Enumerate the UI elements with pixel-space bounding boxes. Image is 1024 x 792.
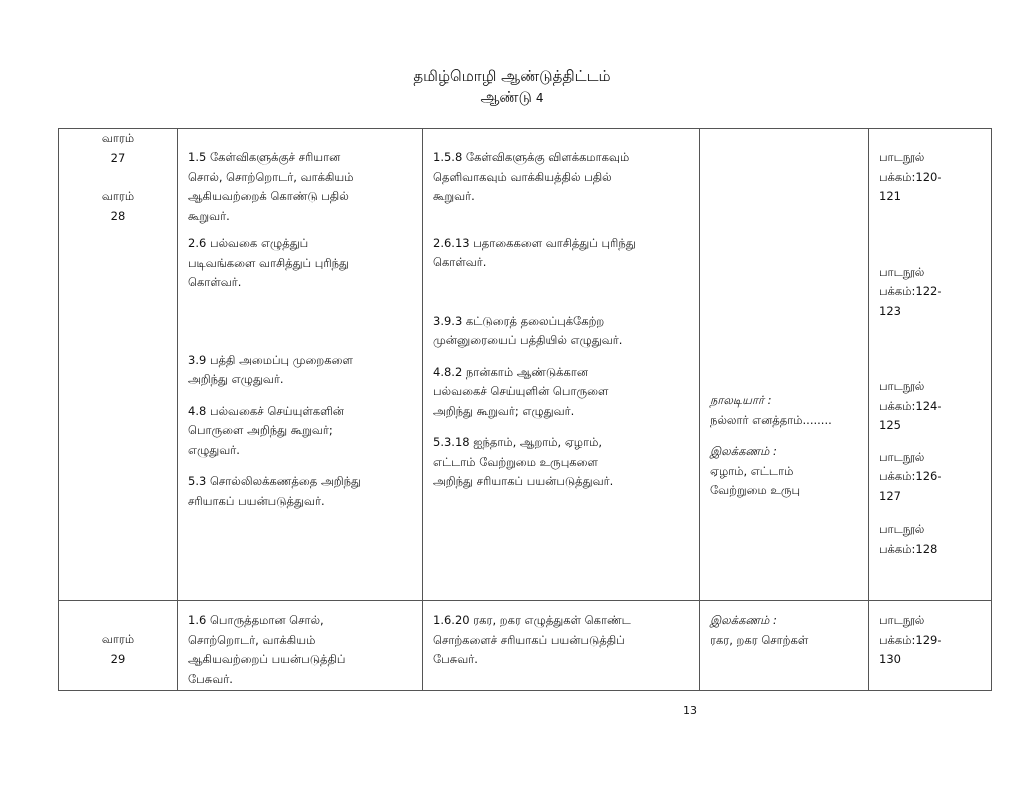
learning-standard-cell: [423, 601, 700, 691]
content-cell: [700, 601, 869, 691]
document-header: [0, 66, 1024, 109]
week-cell: [59, 129, 178, 601]
content-heading: இலக்கணம் :: [710, 613, 777, 627]
week-label: வாரம்: [101, 131, 135, 145]
year-heading: [0, 86, 1024, 109]
content-cell: [700, 129, 869, 601]
week-number: 27: [110, 150, 126, 165]
week-number: 28: [110, 208, 126, 223]
standard-block: 4.8 பல்வகைச் செய்யுள்களின் பொருளை அறிந்து கூறுவர்; எழுதுவர்.: [188, 403, 344, 457]
document-title: தமிழ்மொழி ஆண்டுத்திட்டம்: [413, 67, 611, 85]
reference-block: பாடநூல் பக்கம்:124- 125: [879, 379, 942, 432]
learning-block: 2.6.13 பதாகைகளை வாசித்துப் புரிந்து கொள்வர்.: [433, 235, 636, 269]
standard-block: 3.9 பத்தி அமைப்பு முறைகளை அறிந்து எழுதுவர்.: [188, 352, 353, 386]
reference-block: பாடநூல் பக்கம்:129- 130: [879, 613, 942, 666]
table-row-week-29: [59, 601, 992, 691]
learning-standard-cell: [423, 129, 700, 601]
page-number: 13: [683, 704, 697, 717]
reference-block: பாடநூல் பக்கம்:122- 123: [879, 264, 942, 318]
standard-cell: [178, 129, 423, 601]
standard-block: 1.5 கேள்விகளுக்குச் சரியான சொல், சொற்றொடர், வாக்கியம் ஆகியவற்றைக் கொண்டு பதில் கூறுவர்.: [188, 150, 354, 223]
learning-block: 1.5.8 கேள்விகளுக்கு விளக்கமாகவும் தெளிவாகவும் வாக்கியத்தில் பதில் கூறுவர்.: [433, 150, 630, 203]
reference-cell: [869, 129, 992, 601]
content-block: இலக்கணம் : ரகர, றகர சொற்கள்: [710, 611, 860, 650]
standard-block: 1.6 பொருத்தமான சொல், சொற்றொடர், வாக்கியம் ஆகியவற்றைப் பயன்படுத்திப் பேசுவர்.: [188, 613, 346, 686]
week-label: வாரம்: [101, 632, 135, 646]
content-block: நாலடியார் : நல்லார் எனத்தாம்........: [710, 391, 860, 430]
content-heading: இலக்கணம் :: [710, 444, 777, 458]
learning-block: 3.9.3 கட்டுரைத் தலைப்புக்கேற்ற முன்னுரையைப் பத்தியில் எழுதுவர்.: [433, 313, 623, 347]
reference-block: பாடநூல் பக்கம்:126- 127: [879, 449, 942, 503]
week-number: 29: [110, 651, 126, 666]
content-heading: நாலடியார் :: [710, 393, 772, 407]
year-value: 4: [535, 91, 544, 105]
year-label: ஆண்டு: [480, 88, 532, 106]
learning-block: 1.6.20 ரகர, றகர எழுத்துகள் கொண்ட சொற்களைச் சரியாகப் பயன்படுத்திப் பேசுவர்.: [433, 613, 631, 666]
learning-block: 5.3.18 ஐந்தாம், ஆறாம், ஏழாம், எட்டாம் வேற்றுமை உருபுகளை அறிந்து சரியாகப் பயன்படுத்துவர்.: [433, 435, 614, 488]
reference-block: பாடநூல் பக்கம்:128: [879, 522, 938, 556]
week-cell: [59, 601, 178, 691]
week-label: வாரம்: [101, 189, 135, 203]
yearly-plan-table: [58, 128, 992, 691]
standard-block: 2.6 பல்வகை எழுத்துப் படிவங்களை வாசித்துப் புரிந்து கொள்வர்.: [188, 236, 349, 289]
learning-block: 4.8.2 நான்காம் ஆண்டுக்கான பல்வகைச் செய்யுளின் பொருளை அறிந்து கூறுவர்; எழுதுவர்.: [433, 364, 609, 418]
standard-block: 5.3 சொல்லிலக்கணத்தை அறிந்து சரியாகப் பயன்படுத்துவர்.: [188, 474, 361, 508]
table-row-weeks-27-28: [59, 129, 992, 601]
standard-cell: [178, 601, 423, 691]
content-block: இலக்கணம் : ஏழாம், எட்டாம் வேற்றுமை உருபு: [710, 442, 860, 501]
reference-block: பாடநூல் பக்கம்:120- 121: [879, 150, 942, 203]
reference-cell: [869, 601, 992, 691]
